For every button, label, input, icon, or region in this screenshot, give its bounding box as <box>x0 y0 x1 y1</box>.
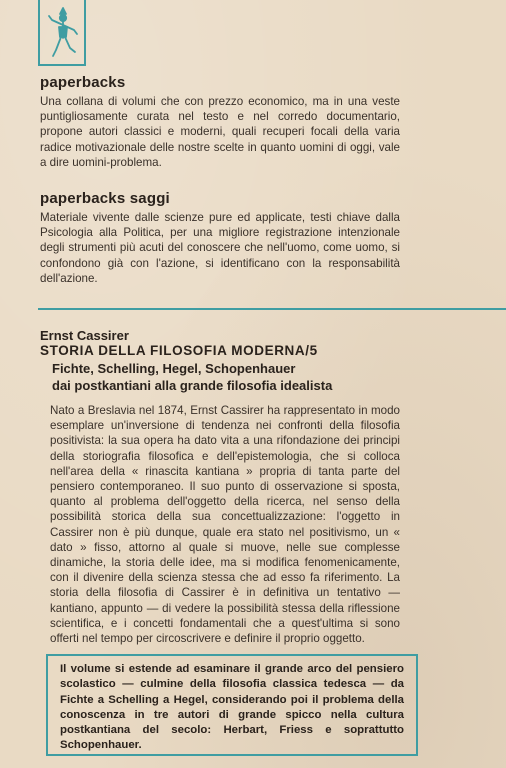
harlequin-figure-icon <box>46 6 80 60</box>
book-description: Nato a Breslavia nel 1874, Ernst Cassirer ha rappresentato in modo esemplare un'inversione di tendenza nei confronti della filosofia positivista: la sua opera ha dato vita a una rifondazione dei principi della storiografia filosofica e dell'epistemologia, che si colloca nell'area della « rinascita kantiana » propria di tanta parte del pensiero contemporaneo. Il suo punto di osservazione si sposta, quanto al problema dell'oggetto della ricerca, nel senso della possibilità storica della sua concettualizzazione: l'oggetto in Cassirer non è più dunque, quale era stato nel positivismo, un « dato » fisso, attorno al quale si muove, nelle sue complesse dinamiche, la storia delle idee, ma si modifica fenomenicamente, con il divenire della scienza stessa che ad esso fa riferimento. La storia della filosofia di Cassirer è in definitiva un tentativo — kantiano, appunto — di vedere la possibilità stessa della riflessione scientifica, e i concetti fondamentali che a quest'ultima si sono offerti nel tempo per circoscrivere e definire il proprio oggetto. <box>50 404 400 646</box>
paperbacks-description: Una collana di volumi che con prezzo economico, ma in una veste puntigliosamente curata nel testo e nel corredo documentario, propone autori classici e moderni, quali recuperi focali della varia radice motivazionale delle nostre scelte in quanto uomini di oggi, vale a dire uomini-problema. <box>40 95 400 169</box>
content-note-box <box>46 654 418 756</box>
paperbacks-saggi-description: Materiale vivente dalle scienze pure ed applicate, testi chiave dalla Psicologia alla Politica, per una migliore registrazione intenzionale degli strumenti più acuti del conoscere che nell'uomo, come uomo, si confondono già con l'azione, si identificano con la responsabilità dell'azione. <box>40 211 400 285</box>
book-subtitle-line1: Fichte, Schelling, Hegel, Schopenhauer <box>52 361 296 376</box>
book-title: STORIA DELLA FILOSOFIA MODERNA/5 <box>40 343 318 358</box>
publisher-logo <box>38 0 86 66</box>
book-author: Ernst Cassirer <box>40 328 129 343</box>
content-note-text: Il volume si estende ad esaminare il grande arco del pensiero scolastico — culmine della filosofia classica tedesca — da Fichte a Schelling a Hegel, considerando poi il problema della conoscenza in tre autori di grande spicco nella cultura postkantiana del secolo: Herbart, Friess e soprattutto Schopenhauer. <box>60 663 404 752</box>
book-subtitle-line2: dai postkantiani alla grande filosofia idealista <box>52 378 333 393</box>
paperbacks-saggi-heading: paperbacks saggi <box>40 190 170 207</box>
paperbacks-heading: paperbacks <box>40 74 126 91</box>
section-divider <box>38 308 506 310</box>
